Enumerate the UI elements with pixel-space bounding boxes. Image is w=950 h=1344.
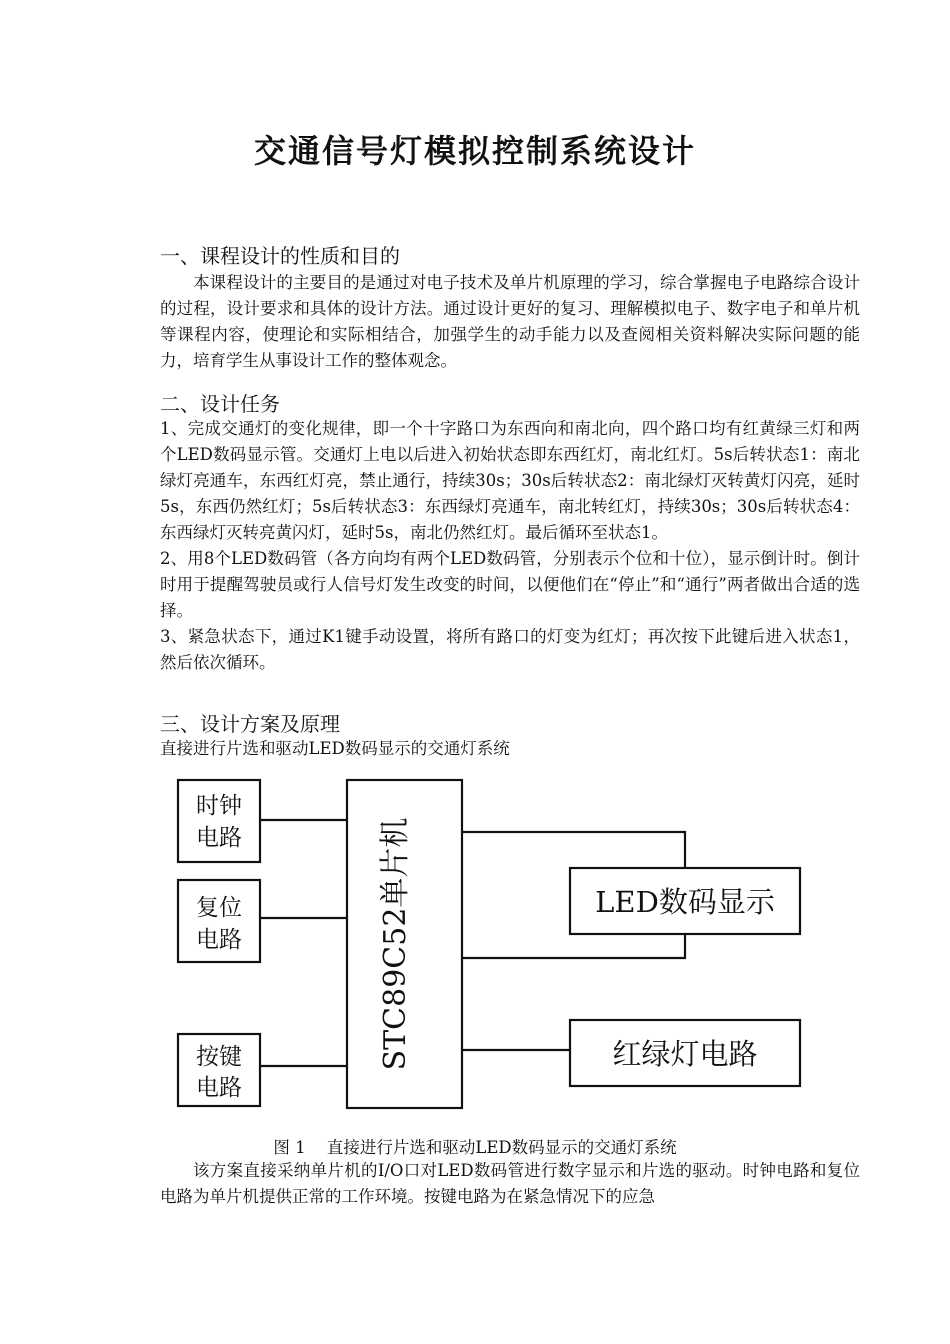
section3-intro: 直接进行片选和驱动LED数码显示的交通灯系统 xyxy=(160,739,510,758)
key-label-1: 按键 xyxy=(196,1044,242,1070)
section3-body xyxy=(160,1158,860,1210)
section3-heading: 三、设计方案及原理 xyxy=(160,712,340,736)
section1-heading: 一、课程设计的性质和目的 xyxy=(160,244,400,268)
section2-body xyxy=(160,416,860,676)
led-link-top xyxy=(462,832,685,868)
clock-label-1: 时钟 xyxy=(196,793,242,819)
caption-text: 直接进行片选和驱动LED数码显示的交通灯系统 xyxy=(326,1138,677,1157)
block-diagram xyxy=(160,768,820,1118)
key-label-2: 电路 xyxy=(196,1075,242,1101)
section1-body xyxy=(160,270,860,374)
mcu-label: STC89C52单片机 xyxy=(378,817,413,1071)
clock-label-2: 电路 xyxy=(196,825,242,851)
reset-label-2: 电路 xyxy=(196,927,242,953)
task-item-3: 3、紧急状态下，通过K1键手动设置，将所有路口的灯变为红灯；再次按下此键后进入状态1，然后依次循环。 xyxy=(160,627,860,672)
section2-heading: 二、设计任务 xyxy=(160,392,280,416)
section3-paragraph: 该方案直接采纳单片机的I/O口对LED数码管进行数字显示和片选的驱动。时钟电路和复位电路为单片机提供正常的工作环境。按键电路为在紧急情况下的应急 xyxy=(160,1161,860,1206)
figure-caption xyxy=(0,1134,950,1158)
traffic-light-label: 红绿灯电路 xyxy=(612,1037,758,1071)
caption-number: 图 1 xyxy=(273,1138,306,1157)
led-display-label: LED数码显示 xyxy=(595,885,775,919)
reset-label-1: 复位 xyxy=(196,895,242,921)
task-item-1: 1、完成交通灯的变化规律，即一个十字路口为东西向和南北向，四个路口均有红黄绿三灯和两个LED数码显示管。交通灯上电以后进入初始状态即东西红灯，南北红灯。5s后转状态1：南北绿灯亮通车，东西红灯亮，禁止通行，持续30s；30s后转状态2：南北绿灯灭转黄灯闪亮，延时5s，东西仍然红灯；5s后转状态3：东西绿灯亮通车，南北转红灯，持续30s；30s后转状态4：东西绿灯灭转亮黄闪灯，延时5s，南北仍然红灯。最后循环至状态1。 xyxy=(160,419,860,542)
document-title: 交通信号灯模拟控制系统设计 xyxy=(253,132,696,170)
section1-paragraph: 本课程设计的主要目的是通过对电子技术及单片机原理的学习，综合掌握电子电路综合设计的过程，设计要求和具体的设计方法。通过设计更好的复习、理解模拟电子、数字电子和单片机等课程内容，使理论和实际相结合，加强学生的动手能力以及查阅相关资料解决实际问题的能力，培育学生从事设计工作的整体观念。 xyxy=(160,273,860,370)
led-link-bottom xyxy=(462,934,685,958)
task-item-2: 2、用8个LED数码管（各方向均有两个LED数码管，分别表示个位和十位），显示倒计时。倒计时用于提醒驾驶员或行人信号灯发生改变的时间，以便他们在“停止”和“通行”两者做出合适的选择。 xyxy=(160,549,860,620)
